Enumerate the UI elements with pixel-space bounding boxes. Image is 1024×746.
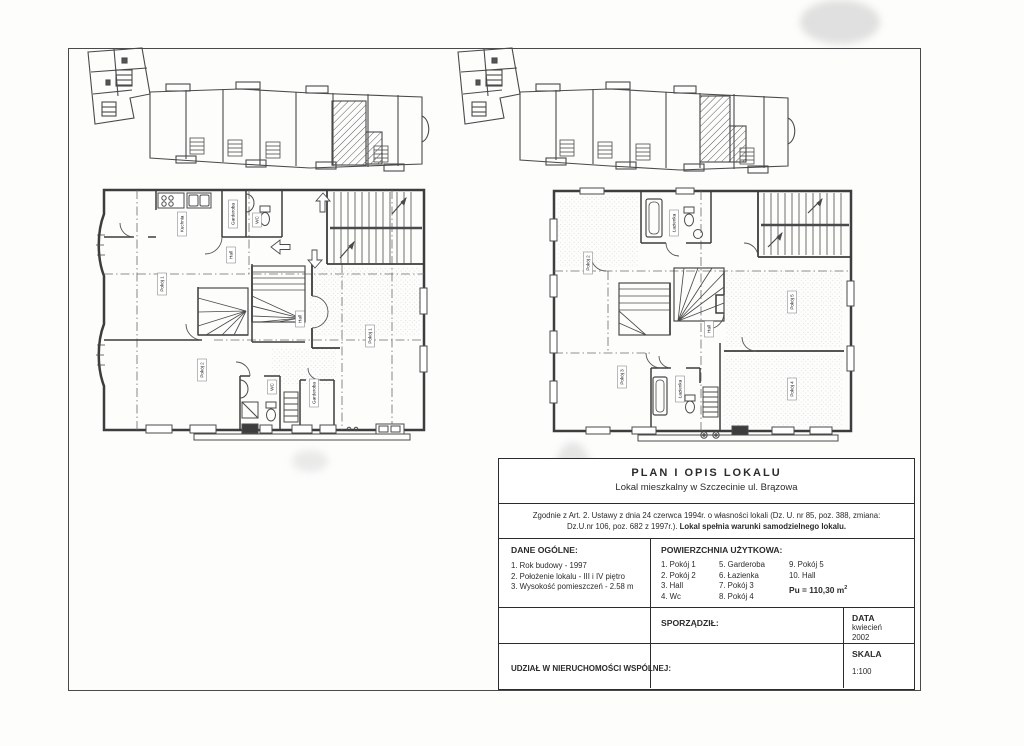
svg-text:Hall: Hall (297, 315, 303, 323)
room-label (705, 321, 714, 337)
udzial-cell (499, 644, 671, 688)
room-label (618, 366, 627, 388)
room-label (198, 359, 207, 381)
legal-clause (499, 504, 914, 539)
room-item: 2. Pokój 2 (661, 570, 696, 580)
dane-item: 3. Wysokość pomieszczeń - 2.58 m (511, 582, 634, 591)
svg-text:Garderoba: Garderoba (311, 382, 317, 404)
room-label (268, 380, 277, 394)
room-item: 9. Pokój 5 (789, 560, 824, 569)
room-list-col-3 (789, 560, 909, 595)
stipple-area (558, 195, 638, 267)
room-label (788, 291, 797, 313)
room-list-col-2 (719, 560, 789, 602)
direction-arrows (271, 193, 330, 268)
staircase-top (761, 193, 849, 255)
data-month: kwiecień (852, 623, 882, 632)
svg-text:Pokój 1: Pokój 1 (367, 328, 373, 344)
room-item: 5. Garderoba (719, 560, 765, 569)
floor-plan-upper-level (546, 183, 861, 445)
powierzchnia-cell (651, 539, 914, 607)
scan-artifact (800, 0, 880, 44)
dane-ogolne-cell (499, 539, 651, 607)
svg-text:Pokój 5: Pokój 5 (789, 294, 795, 310)
svg-text:Kuchnia: Kuchnia (179, 215, 185, 233)
overview-plan-floor-3 (78, 46, 436, 181)
room-item: 3. Hall (661, 581, 684, 590)
sporzadzil-label: SPORZĄDZIŁ: (661, 618, 719, 628)
room-list-col-1 (661, 560, 719, 602)
dane-item: 1. Rok budowy - 1997 (511, 561, 587, 570)
stipple-area (272, 348, 336, 384)
room-label (158, 273, 167, 295)
room-label (178, 212, 187, 236)
data-label: DATA (852, 613, 875, 623)
room-item: 8. Pokój 4 (719, 591, 754, 601)
room-label (227, 247, 236, 263)
dane-ogolne-header: DANE OGÓLNE: (511, 545, 578, 555)
data-year: 2002 (852, 633, 870, 642)
room-label (229, 200, 238, 228)
share-row (499, 644, 914, 688)
svg-text:Pokój 4: Pokój 4 (789, 381, 795, 397)
svg-text:WC: WC (269, 383, 275, 391)
room-label (296, 311, 305, 327)
svg-text:Hall: Hall (706, 325, 712, 333)
room-item: 6. Łazienka (719, 570, 759, 580)
prepared-by-row (499, 608, 914, 644)
room-label (584, 252, 593, 274)
room-item: 10. Hall (789, 570, 816, 580)
svg-text:Garderoba: Garderoba (230, 203, 236, 225)
powierzchnia-header: POWIERZCHNIA UŻYTKOWA: (661, 545, 783, 555)
stipple-area (726, 271, 842, 347)
sporzadzil-cell (651, 608, 844, 643)
udzial-label: UDZIAŁ W NIERUCHOMOŚCI WSPÓLNEJ: (511, 664, 671, 673)
skala-label: SKALA (852, 649, 882, 659)
arrow-left-icon (271, 240, 290, 254)
overview-plan-floor-4 (448, 46, 806, 186)
empty-cell (499, 608, 651, 643)
svg-text:WC: WC (254, 216, 260, 224)
room-item: 4. Wc (661, 591, 681, 601)
svg-text:Pokój 2: Pokój 2 (585, 255, 591, 271)
title-block-header (499, 459, 914, 504)
staircase-top (330, 192, 422, 264)
svg-text:Hall: Hall (228, 251, 234, 259)
svg-text:Pokój 2: Pokój 2 (199, 362, 205, 378)
stipple-area (310, 268, 420, 336)
room-label (670, 210, 679, 236)
arrow-down-icon (308, 250, 322, 268)
skala-cell (844, 644, 914, 688)
room-label (788, 378, 797, 400)
document-subtitle: Lokal mieszkalny w Szczecinie ul. Brązowa (615, 482, 798, 493)
dane-item: 2. Położenie lokalu - III i IV piętro (511, 571, 625, 581)
legal-line-1: Zgodnie z Art. 2. Ustawy z dnia 24 czerwca 1994r. o własności lokali (Dz. U. nr 85, poz. 388, zmiana: (532, 511, 881, 520)
empty-cell (651, 644, 844, 688)
document-title: PLAN I OPIS LOKALU (631, 467, 782, 479)
usable-area-total: Pu = 110,30 $m^2$ (789, 585, 848, 595)
bathroom-fixtures-bottom (653, 377, 718, 417)
general-data-row (499, 539, 914, 608)
stipple-area (724, 355, 842, 427)
kitchen-fixtures (158, 193, 211, 208)
room-label (366, 325, 375, 347)
svg-text:Pokój 1: Pokój 1 (159, 276, 165, 292)
svg-text:Łazienka: Łazienka (671, 213, 677, 233)
svg-text:Łazienka: Łazienka (677, 379, 683, 399)
svg-text:Pokój 3: Pokój 3 (619, 369, 625, 385)
room-label (310, 379, 319, 407)
room-item: 7. Pokój 3 (719, 581, 754, 590)
title-block (498, 458, 915, 690)
skala-value: 1:100 (852, 667, 872, 676)
legal-line-2: Dz.U.nr 106, poz. 682 z 1997r.). Lokal spełnia warunki samodzielnego lokalu. (566, 521, 847, 531)
floor-plan-lower-level (94, 180, 439, 445)
room-label (676, 376, 685, 402)
room-label (253, 213, 262, 227)
data-cell (844, 608, 914, 643)
room-item: 1. Pokój 1 (661, 560, 696, 569)
